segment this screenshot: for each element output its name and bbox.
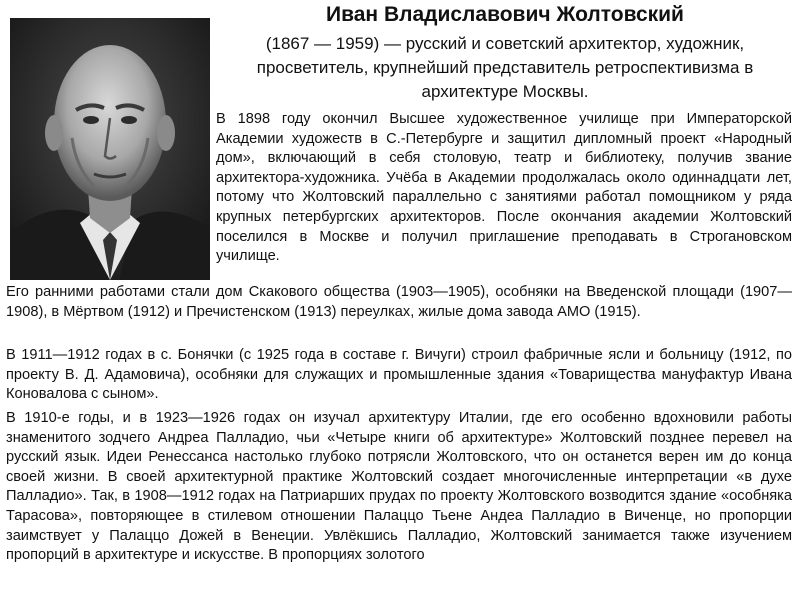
paragraph-bonyachki: В 1911—1912 годах в с. Бонячки (с 1925 года в составе г. Вичуги) строил фабричные ясли и больницу (1912, по проекту В. Д. Адамовича), особняки для служащих и промышленные здания «Товарищества мануфактур Ивана Коновалова с сыном». [6, 347, 792, 403]
page-subtitle: (1867 — 1959) — русский и советский архитектор, художник, просветитель, крупнейший представитель ретроспективизма в архитектуре Москвы. [256, 34, 754, 101]
paragraph-education: В 1898 году окончил Высшее художественное училище при Императорской Академии художеств в С.-Петербурге и защитил дипломный проект «Народный дом», включающий в себя столовую, театр и библиотеку, получив звание архитектора-художника. Учёба в Академии продолжалась около одиннадцати лет, потому что Жолтовский параллельно с занятиями работал помощником у ряда крупных петербургских архитекторов. После окончания академии Жолтовский поселился в Москве и получил приглашение преподавать в Строгановском училище. [216, 111, 792, 265]
portrait-photo [10, 18, 210, 280]
paragraph-early-works: Его ранними работами стали дом Скакового общества (1903—1905), особняки на Введенской площади (1907—1908), в Мёртвом (1912) и Пречистенском (1913) переулках, жилые дома завода АМО (1915). [6, 284, 792, 320]
portrait-icon [10, 18, 210, 280]
paragraph-italy: В 1910-е годы, и в 1923—1926 годах он изучал архитектуру Италии, где его особенно вдохновили работы знаменитого зодчего Андреа Палладио, чьи «Четыре книги об архитектуре» Жолтовский позднее перевел на русский язык. Идеи Ренессанса настолько глубоко потрясли Жолтовского, что он останется верен им до конца своей жизни. В своей архитектурной практике Жолтовский создает многочисленные интерпретации «в духе Палладио». Так, в 1908—1912 годах на Патриарших прудах по проекту Жолтовского возводится здание «особняка Тарасова», повторяющее в стилевом отношении Палаццо Тьене Андеа Палладио в Виченце, но пропорции заимствует у Палаццо Дожей в Венеции. Увлёкшись Палладио, Жолтовский занимается также изучением пропорций в архитектуре и искусстве. В пропорциях золотого [6, 410, 792, 564]
page-title: Иван Владиславович Жолтовский [326, 3, 684, 26]
